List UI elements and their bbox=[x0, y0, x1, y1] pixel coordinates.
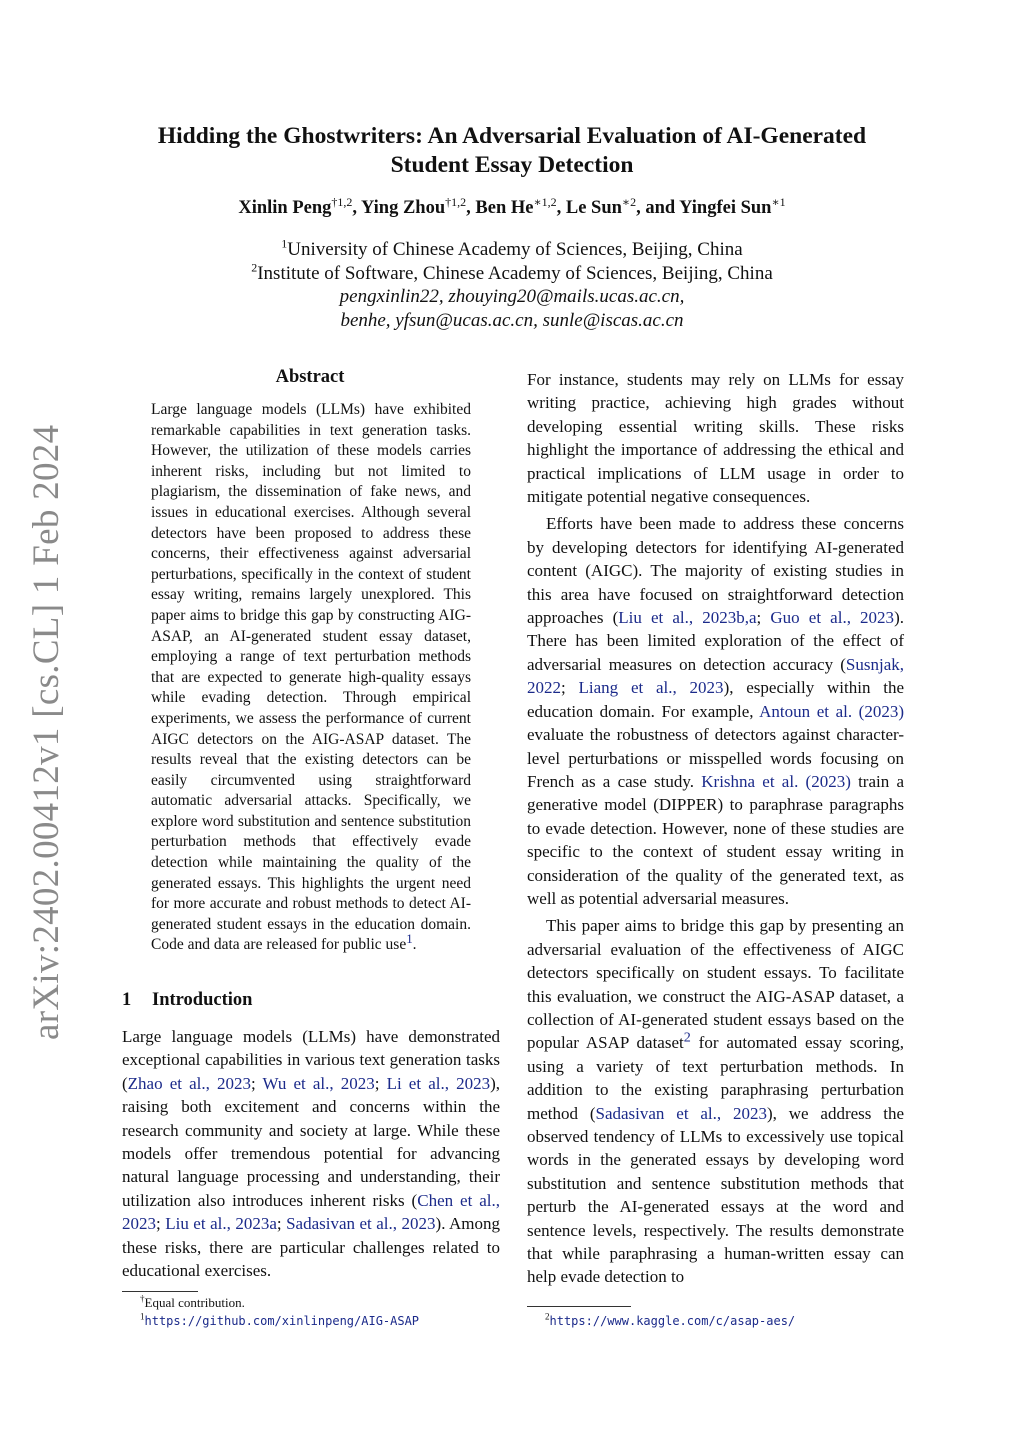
separator: ; bbox=[250, 1073, 263, 1093]
author-mark: †1,2 bbox=[445, 194, 467, 209]
footnote-ref-link[interactable]: 1 bbox=[406, 931, 413, 947]
author-name: Ying Zhou bbox=[360, 198, 446, 218]
citation-link[interactable]: Liu et al., 2023b,a bbox=[618, 608, 757, 628]
author-list: Xinlin Peng$^{\dagger 1,2}$, Ying Zhou$^{\dagger 1,2}$, Ben $He^{∗1,2}$, Le Sun$^{∗2}$, and Yingfei Sun$^{∗1}$ bbox=[238, 194, 786, 218]
body-text: Efforts have been made to address these concerns by developing detectors for identifying AI-generated content (AIGC). The majority of existing studies in this area have focused on straightforward detection approaches ( bbox=[527, 514, 904, 628]
body-text: ), especially within the education domain. For example, bbox=[527, 678, 904, 721]
author-name: Xinlin Peng bbox=[238, 198, 332, 218]
body-text: ), raising both excitement and concerns within the research community and society at large. While these models offer tremendous potential for advancing natural language processing and understanding, their utilization also introduces inherent risks ( bbox=[122, 1073, 500, 1210]
affiliation-mark: 2 bbox=[251, 260, 258, 275]
separator: ; bbox=[276, 1214, 287, 1234]
author-name: Yingfei Sun bbox=[679, 198, 772, 218]
footnote-url-link[interactable]: https://www.kaggle.com/c/asap-aes/ bbox=[549, 1314, 796, 1328]
affiliation-text: Institute of Software, Chinese Academy of Sciences, Beijing, China bbox=[257, 262, 773, 284]
footnote-divider bbox=[122, 1291, 198, 1292]
paper-title bbox=[100, 122, 924, 180]
affiliation-line bbox=[100, 262, 924, 286]
citation-link[interactable]: Liu et al., 2023a bbox=[165, 1214, 277, 1234]
abstract-text: Large language models (LLMs) have exhibited remarkable capabilities in text generation tasks. However, the utilization of these models carries inherent risks, including but not limited to plagiarism, the dissemination of fake news, and issues in educational exercises. Although several detectors have been proposed to address these concerns, their effectiveness against adversarial perturbations, specifically in the context of student essay writing, remains largely unexplored. This paper aims to bridge this gap by constructing AIG-ASAP, an AI-generated student essay dataset, employing a range of text perturbation methods that are expected to generate high-quality essays while evading detection. Through empirical experiments, we assess the performance of current AIGC detectors on the AIG-ASAP dataset. The results reveal that the existing detectors can be easily circumvented using straightforward automatic adversarial attacks. Specifically, we explore word substitution and sentence substitution perturbation methods that effectively evade detection while maintaining the quality of the generated essays. This highlights the urgent need for more accurate and robust methods to detect AI-generated student essays in the education domain. Code and data are released for public use bbox=[151, 401, 471, 954]
author-mark: ∗1 bbox=[771, 194, 786, 209]
body-text: ). There has been limited exploration of the effect of adversarial measures on detection accuracy ( bbox=[527, 608, 904, 674]
footnote-mark: † bbox=[140, 1293, 145, 1304]
citation-link[interactable]: Antoun et al. (2023) bbox=[759, 701, 904, 721]
paragraph bbox=[527, 368, 904, 508]
intro-paragraph bbox=[122, 1025, 500, 1282]
paragraph bbox=[527, 512, 904, 910]
citation-link[interactable]: Li et al., 2023 bbox=[386, 1073, 491, 1093]
authors-conjunction: and bbox=[645, 198, 676, 218]
author-name: Le Sun bbox=[565, 198, 622, 218]
body-text: For instance, students may rely on LLMs for essay writing practice, achieving high grades without developing essential writing skills. These risks highlight the importance of addressing the ethical and practical implications of LLM usage in order to mitigate potential negative consequences. bbox=[527, 370, 904, 507]
abstract-heading: Abstract bbox=[275, 367, 345, 387]
footnote bbox=[545, 1312, 795, 1330]
paragraph bbox=[527, 914, 904, 1289]
body-text: ). Among these risks, there are particular challenges related to educational exercises. bbox=[122, 1214, 500, 1281]
author-mark: †1,2 bbox=[331, 194, 353, 209]
citation-link[interactable]: Zhao et al., 2023 bbox=[127, 1073, 251, 1093]
author-mark: ∗1,2 bbox=[533, 194, 557, 209]
right-column bbox=[527, 368, 904, 1289]
citation-link[interactable]: Sadasivan et al., 2023 bbox=[286, 1214, 436, 1234]
footnote bbox=[140, 1312, 419, 1330]
section-heading bbox=[122, 990, 502, 1011]
title-line-2: Student Essay Detection bbox=[390, 152, 634, 178]
section-number: 1 bbox=[122, 990, 132, 1010]
citation-link[interactable]: Liang et al., 2023 bbox=[578, 678, 724, 698]
citation-link[interactable]: Sadasivan et al., 2023 bbox=[595, 1103, 767, 1123]
citation-link[interactable]: Guo et al., 2023 bbox=[770, 608, 895, 628]
body-text: Large language models (LLMs) have demonstrated exceptional capabilities in various text generation tasks ( bbox=[122, 1027, 500, 1093]
separator: ; bbox=[156, 1214, 166, 1234]
email-line: benhe, yfsun@ucas.ac.cn, sunle@iscas.ac.cn bbox=[340, 309, 684, 331]
separator: ; bbox=[374, 1073, 387, 1093]
author-name: Ben He bbox=[475, 198, 534, 218]
separator: ; bbox=[561, 678, 579, 698]
body-text: This paper aims to bridge this gap by presenting an adversarial evaluation of the effectiveness of AIGC detectors specifically on student essays. To facilitate this evaluation, we construct the AIG-ASAP dataset, a collection of AI-generated student essays based on the popular ASAP dataset bbox=[527, 916, 904, 1053]
citation-link[interactable]: Krishna et al. (2023) bbox=[701, 771, 851, 791]
citation-link[interactable]: Chen et al., 2023 bbox=[122, 1190, 501, 1234]
body-text: ), we address the observed tendency of LLMs to excessively use topical words in the generated essays by developing word substitution and sentence substitution methods that perturb the AI-generated essays at the word and sentence levels, respectively. The results demonstrate that while paraphrasing a human-written essay can help evade detection to bbox=[527, 1103, 905, 1287]
separator: ; bbox=[756, 608, 771, 628]
footnote bbox=[140, 1294, 245, 1312]
footnote-text: Equal contribution. bbox=[144, 1295, 245, 1310]
footnote-divider bbox=[527, 1306, 631, 1307]
affiliation-line bbox=[100, 238, 924, 262]
email-line: pengxinlin22, zhouying20@mails.ucas.ac.cn, bbox=[339, 286, 685, 307]
footnote-url-link[interactable]: https://github.com/xinlinpeng/AIG-ASAP bbox=[144, 1314, 420, 1328]
footnote-mark: 1 bbox=[140, 1311, 145, 1322]
affiliations bbox=[100, 238, 924, 332]
body-text: evaluate the robustness of detectors against character-level perturbations or misspelled words focusing on French as a case study. bbox=[527, 725, 904, 791]
title-line-1: Hidding the Ghostwriters: An Adversarial Evaluation of AI-Generated bbox=[157, 123, 867, 149]
author-mark: ∗2 bbox=[621, 194, 637, 209]
section-title: Introduction bbox=[152, 990, 253, 1010]
body-text: for automated essay scoring, using a variety of text perturbation methods. In addition to the existing paraphrasing perturbation method ( bbox=[527, 1033, 905, 1123]
affiliation-mark: 1 bbox=[281, 236, 288, 251]
citation-link[interactable]: Wu et al., 2023 bbox=[262, 1073, 375, 1093]
footnote-ref-link[interactable]: 2 bbox=[683, 1029, 691, 1046]
affiliation-text: University of Chinese Academy of Sciences, Beijing, China bbox=[287, 239, 743, 260]
body-text: train a generative model (DIPPER) to paraphrase paragraphs to evade detection. However, none of these studies are specific to the context of student essay writing in consideration of the quality of the generated text, as well as potential adversarial measures. bbox=[527, 771, 904, 908]
arxiv-identifier: arXiv:2402.00412v1 [cs.CL] 1 Feb 2024 bbox=[26, 424, 67, 1040]
footnote-mark: 2 bbox=[545, 1311, 550, 1322]
abstract-body: Large language models (LLMs) have exhibited remarkable capabilities in text generation tasks. However, the utilization of these models carries inherent risks, including but not limited to plagiarism, the dissemination of fake news, and issues in educational exercises. Although several detectors have been proposed to address these concerns, their effectiveness against adversarial perturbations, specifically in the context of student essay writing, remains largely unexplored. This paper aims to bridge this gap by constructing AIG-ASAP, an AI-generated student essay dataset, employing a range of text perturbation methods that are expected to generate high-quality essays while evading detection. Through empirical experiments, we assess the performance of current AIGC detectors on the AIG-ASAP dataset. The results reveal that the existing detectors can be easily circumvented using straightforward automatic adversarial attacks. Specifically, we explore word substitution and sentence substitution perturbation methods that effectively evade detection while maintaining the quality of the generated essays. This highlights the urgent need for more accurate and robust methods to detect AI-generated student essays in the education domain. Code and data are released for public use$^1$. bbox=[151, 401, 471, 954]
citation-link[interactable]: Susnjak, 2022 bbox=[527, 654, 904, 698]
